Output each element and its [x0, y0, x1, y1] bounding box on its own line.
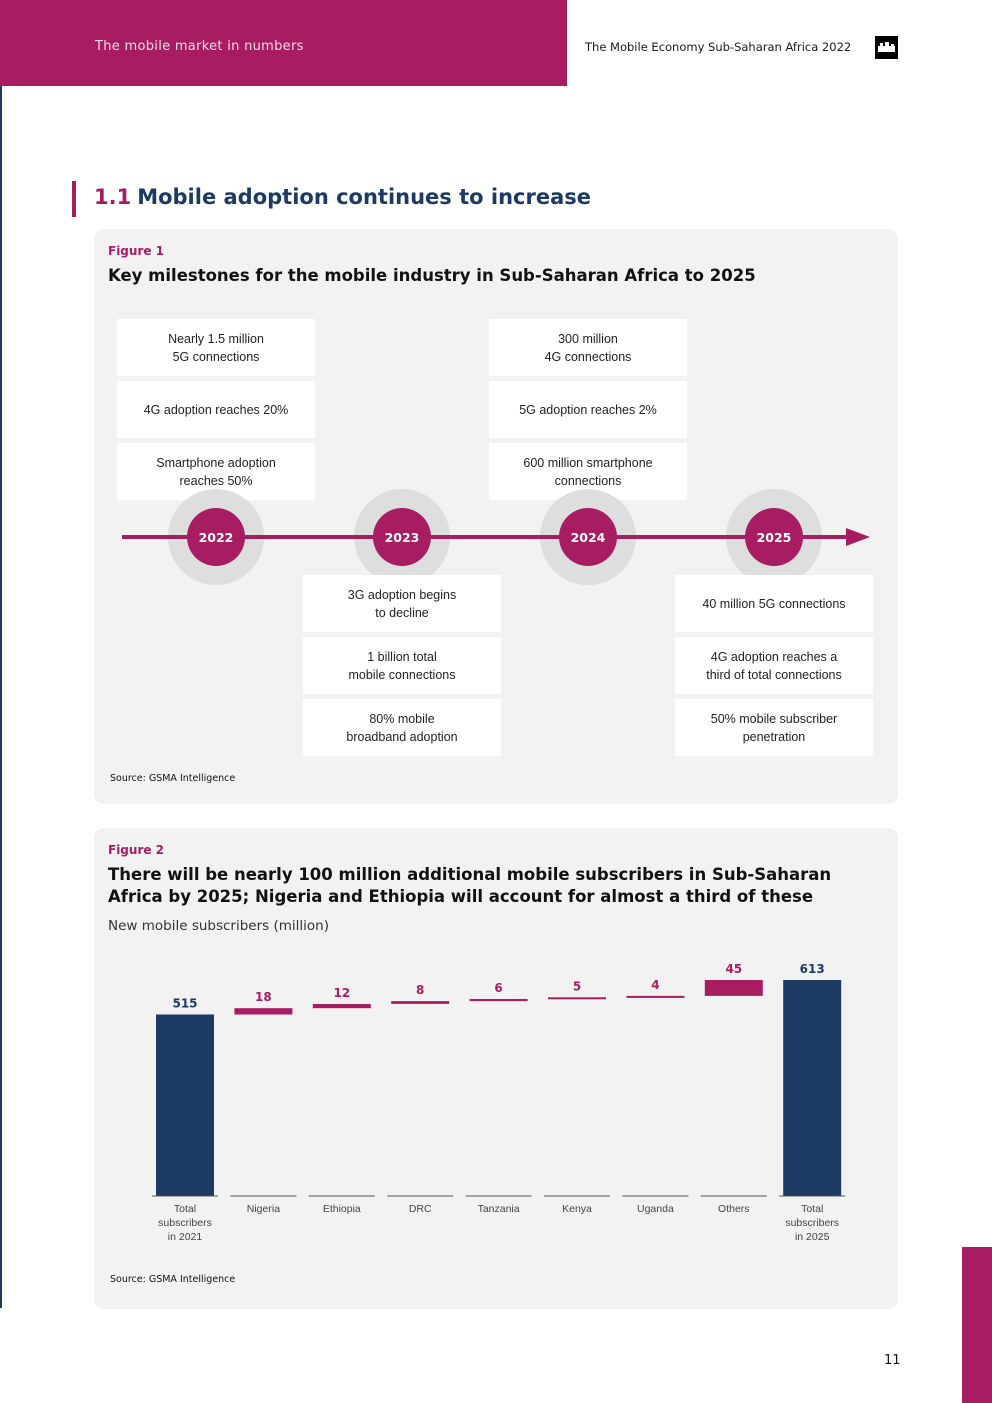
bar-6 — [626, 996, 684, 998]
category-label-6: Uganda — [637, 1203, 674, 1215]
data-label-7: 45 — [725, 962, 743, 976]
figure1-panel — [94, 229, 898, 804]
data-label-8: 613 — [799, 962, 825, 976]
year-node-2022: 2022 — [187, 508, 245, 566]
bar-5 — [548, 997, 606, 999]
category-label-1: Nigeria — [246, 1203, 281, 1215]
data-label-2: 12 — [333, 986, 351, 1000]
waterfall-chart — [94, 828, 898, 1309]
milestone-2023-3: 80% mobile broadband adoption — [303, 699, 501, 756]
category-label-4: Tanzania — [477, 1203, 520, 1215]
milestone-2024-1: 300 million 4G connections — [489, 319, 687, 376]
year-node-2024: 2024 — [559, 508, 617, 566]
data-label-0: 515 — [172, 996, 198, 1011]
year-node-2023: 2023 — [373, 508, 431, 566]
bar-1 — [234, 1008, 292, 1014]
milestone-2022-1: Nearly 1.5 million 5G connections — [117, 319, 315, 376]
timeline-arrow-icon — [846, 528, 870, 546]
milestone-2024-2: 5G adoption reaches 2% — [489, 381, 687, 438]
figure2-label: Figure 2 — [108, 843, 165, 857]
bar-8 — [783, 980, 841, 1196]
data-label-5: 5 — [572, 979, 582, 994]
bar-4 — [470, 999, 528, 1001]
milestone-2022-2: 4G adoption reaches 20% — [117, 381, 315, 438]
data-label-3: 8 — [416, 983, 425, 998]
section-number: 1.1 — [94, 185, 132, 209]
milestone-2025-2: 4G adoption reaches a third of total connections — [675, 637, 873, 694]
header-section-title: The mobile market in numbers — [95, 39, 304, 54]
figure1-title: Key milestones for the mobile industry in Sub-Saharan Africa to 2025 — [108, 266, 756, 285]
page-number: 11 — [884, 1353, 901, 1368]
milestone-2024-3: 600 million smartphone connections — [489, 443, 687, 500]
category-label-8: Total subscribers in 2025 — [785, 1203, 840, 1243]
data-label-4: 6 — [494, 981, 503, 995]
category-label-2: Ethiopia — [322, 1203, 361, 1215]
bar-7 — [705, 980, 763, 996]
milestone-2023-1: 3G adoption begins to decline — [303, 575, 501, 632]
data-label-6: 4 — [651, 977, 660, 992]
figure1-label: Figure 1 — [108, 244, 165, 258]
bar-3 — [391, 1001, 449, 1004]
category-label-7: Others — [718, 1203, 750, 1215]
section-heading-text: Mobile adoption continues to increase — [137, 185, 591, 209]
left-edge-strip — [0, 86, 2, 1308]
bar-0 — [156, 1015, 214, 1197]
year-node-2025: 2025 — [745, 508, 803, 566]
header-report-title: The Mobile Economy Sub-Saharan Africa 2022 — [585, 40, 852, 54]
section-heading — [94, 185, 591, 209]
report-logo-icon — [875, 36, 898, 59]
figure2-subtitle: New mobile subscribers (million) — [108, 918, 329, 934]
section-accent-bar — [72, 181, 76, 217]
figure2-source: Source: GSMA Intelligence — [110, 1274, 236, 1285]
category-label-3: DRC — [408, 1203, 432, 1215]
category-label-0: Total subscribers in 2021 — [158, 1203, 212, 1243]
milestone-2025-1: 40 million 5G connections — [675, 575, 873, 632]
bar-2 — [313, 1004, 371, 1008]
figure2-title: There will be nearly 100 million additional mobile subscribers in Sub-Saharan Africa by 2025; Nigeria and Ethiopia will account for almost a third of these — [108, 865, 832, 906]
side-tab-marker — [962, 1247, 992, 1403]
category-label-5: Kenya — [562, 1203, 592, 1215]
figure1-source: Source: GSMA Intelligence — [110, 773, 236, 784]
data-label-1: 18 — [255, 990, 272, 1005]
milestone-2023-2: 1 billion total mobile connections — [303, 637, 501, 694]
milestone-2022-3: Smartphone adoption reaches 50% — [117, 443, 315, 500]
milestone-2025-3: 50% mobile subscriber penetration — [675, 699, 873, 756]
figure2-panel — [94, 828, 898, 1309]
